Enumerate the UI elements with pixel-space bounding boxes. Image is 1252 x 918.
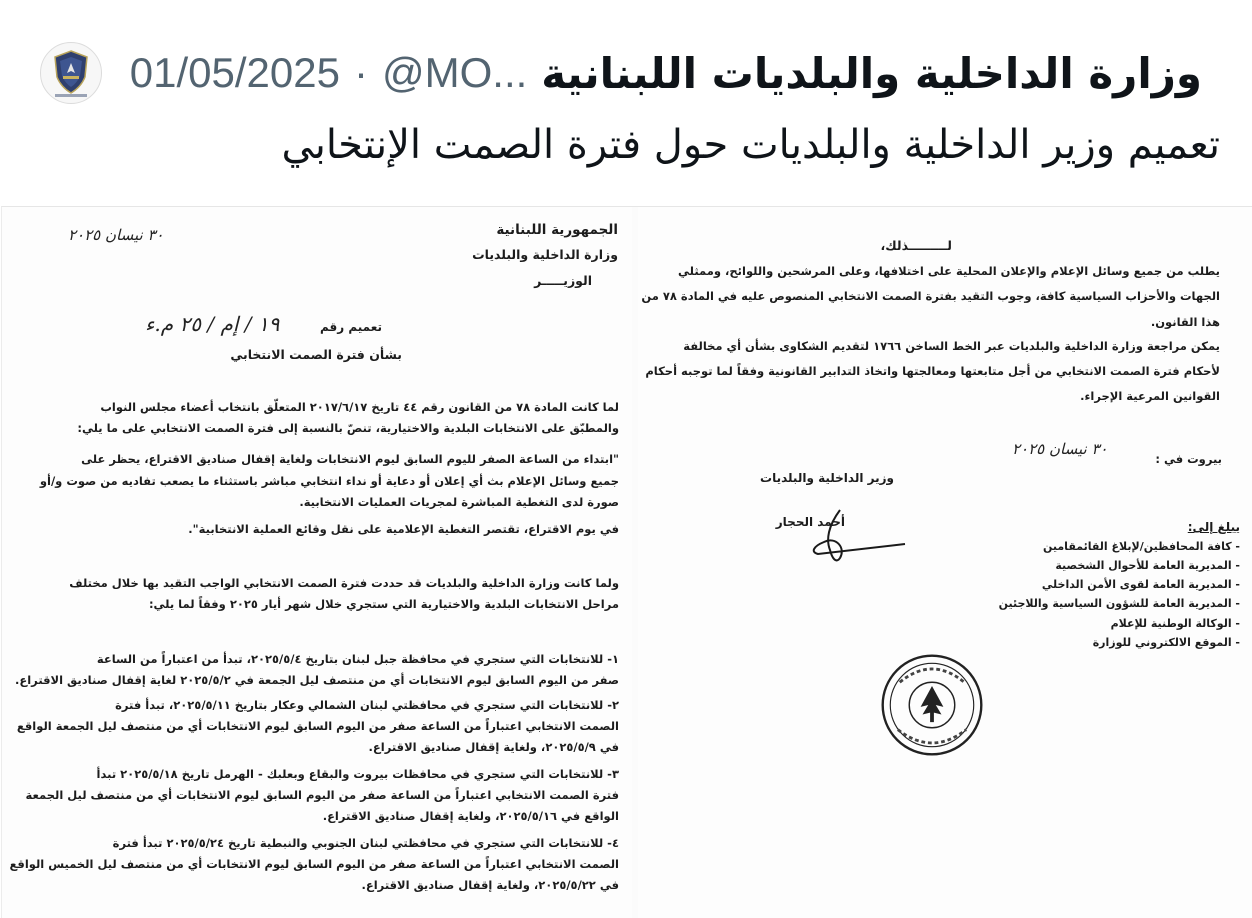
doc-line: هذا القانون.: [1150, 315, 1220, 329]
distribution-item: - المديرية العامة للأحوال الشخصية: [1055, 559, 1240, 572]
separator-dot: ·: [353, 49, 368, 96]
doc-line: ٣- للانتخابات التي ستجري في محافظات بيروت والبقاع وبعلبك - الهرمل تاريخ ٢٠٢٥/٥/١٨ تبدأ: [96, 767, 619, 781]
distribution-item: - المديرية العامة للشؤون السياسية واللاجئين: [998, 597, 1240, 610]
ministry-seal-stamp: [877, 650, 987, 760]
doc-header-republic: الجمهورية اللبنانية: [496, 222, 618, 238]
doc-line: ولما كانت وزارة الداخلية والبلديات قد حددت فترة الصمت الانتخابي الواجب التقيد بها خلال مختلف: [69, 576, 619, 590]
distribution-item: - الموقع الالكتروني للوزارة: [1092, 636, 1240, 649]
distribution-item: - كافة المحافظين/لإبلاغ القائمقامين: [1042, 540, 1240, 553]
account-name[interactable]: وزارة الداخلية والبلديات اللبنانية: [541, 48, 1202, 98]
doc-line: يمكن مراجعة وزارة الداخلية والبلديات عبر الخط الساخن ١٧٦٦ لتقديم الشكاوى بشأن أي مخالفة: [683, 339, 1220, 353]
doc-line: في ٢٠٢٥/٥/٩، ولغاية إقفال صناديق الاقتراع.: [368, 740, 619, 754]
doc-line: مراحل الانتخابات البلدية والاختيارية التي ستجري خلال شهر أيار ٢٠٢٥ وفقاً لما يلي:: [148, 597, 619, 611]
distribution-item: - المديرية العامة لقوى الأمن الداخلي: [1041, 578, 1240, 591]
doc-heading-therefore: لـــــــــذلك،: [880, 238, 952, 253]
tweet-date[interactable]: 01/05/2025: [129, 49, 340, 96]
ministry-emblem-icon: [41, 43, 101, 103]
doc-place-label: بيروت في :: [1155, 452, 1222, 466]
doc-line: الجهات والأحزاب السياسية كافة، وجوب التقيد بفترة الصمت الانتخابي المنصوص عليه في المادة ٧٨ من: [641, 289, 1220, 303]
avatar[interactable]: [40, 42, 102, 104]
doc-line: القوانين المرعية الإجراء.: [1080, 389, 1220, 403]
doc-line: والمطبّق على الانتخابات البلدية والاختيارية، تنصّ بالنسبة إلى فترة الصمت الانتخابي على ما يلي:: [77, 421, 619, 435]
doc-line: "ابتداء من الساعة الصفر لليوم السابق ليوم الانتخابات ولغاية إقفال صناديق الاقتراع، يحظر على: [81, 452, 619, 466]
doc-line: الصمت الانتخابي اعتباراً من الساعة صفر من اليوم السابق ليوم الانتخابات أي من منتصف ليل الخميس الواقع: [9, 857, 619, 871]
doc-line: الواقع في ٢٠٢٥/٥/١٦، ولغاية إقفال صناديق الاقتراع.: [322, 809, 619, 823]
doc-line: لما كانت المادة ٧٨ من القانون رقم ٤٤ تاريخ ٢٠١٧/٦/١٧ المتعلّق بانتخاب أعضاء مجلس النواب: [100, 400, 619, 414]
doc-line: ٤- للانتخابات التي ستجري في محافظتي لبنان الجنوبي والنبطية تاريخ ٢٠٢٥/٥/٢٤ تبدأ فترة: [112, 836, 619, 850]
tweet-text: تعميم وزير الداخلية والبلديات حول فترة الصمت الإنتخابي: [281, 122, 1220, 168]
minister-name: أحمد الحجار: [775, 515, 845, 529]
doc-header-minister: الوزيـــــر: [534, 273, 592, 288]
doc-line: ٢- للانتخابات التي ستجري في محافظتي لبنان الشمالي وعكار بتاريخ ٢٠٢٥/٥/١١، تبدأ فترة: [115, 698, 619, 712]
circular-number-label: تعميم رقم: [320, 320, 382, 334]
minister-signature: [770, 506, 910, 568]
doc-line: صورة لدى التغطية المباشرة لمجريات العمليات الانتخابية.: [299, 495, 619, 509]
doc-header-ministry: وزارة الداخلية والبلديات: [472, 247, 618, 262]
doc-line: في يوم الاقتراع، تقتصر التغطية الإعلامية على نقل وقائع العملية الانتخابية".: [188, 522, 619, 536]
distribution-item: - الوكالة الوطنية للإعلام: [1110, 617, 1240, 630]
doc-line: في ٢٠٢٥/٥/٢٢، ولغاية إقفال صناديق الاقتراع.: [361, 878, 619, 892]
doc-place-date-handwritten: ٣٠ نيسان ٢٠٢٥: [1012, 440, 1108, 458]
circular-number-handwritten: ١٩ / إم / ٢٥ م.ء: [145, 312, 280, 336]
doc-line: لأحكام فترة الصمت الانتخابي من أجل متابعتها ومعالجتها واتخاذ التدابير القانونية وفقاً لما توجبه أحكام: [645, 364, 1220, 378]
doc-line: صفر من اليوم السابق ليوم الانتخابات أي من منتصف ليل الجمعة في ٢٠٢٥/٥/٢ لغاية إقفال صناديق الاقتراع.: [15, 673, 619, 687]
tweet-header: [0, 0, 1252, 205]
doc-line: ١- للانتخابات التي ستجري في محافظة جبل لبنان بتاريخ ٢٠٢٥/٥/٤، تبدأ من اعتباراً من الساعة: [96, 652, 619, 666]
minister-title: وزير الداخلية والبلديات: [760, 471, 894, 485]
doc-line: الصمت الانتخابي اعتباراً من الساعة صفر من اليوم السابق ليوم الانتخابات أي من منتصف ليل الجمعة الواقع: [16, 719, 619, 733]
doc-line: جميع وسائل الإعلام بث أي إعلان أو دعاية أو نداء انتخابي مباشر باستثناء ما يصعب تفاديه من صوت و/أو: [39, 474, 619, 488]
distribution-title: يبلغ إلى:: [1187, 520, 1240, 534]
doc-line: فترة الصمت الانتخابي اعتباراً من الساعة صفر من اليوم السابق ليوم الانتخابات أي من منتصف ليل الجمعة: [25, 788, 619, 802]
account-handle[interactable]: @MO...: [381, 49, 528, 96]
circular-subject: بشأن فترة الصمت الانتخابي: [230, 347, 402, 362]
doc-date-handwritten: ٣٠ نيسان ٢٠٢٥: [68, 226, 164, 244]
doc-line: يطلب من جميع وسائل الإعلام والإعلان المحلية على اختلافها، وعلى المرشحين واللوائح، وممثلي: [678, 264, 1220, 278]
tweet-meta: [130, 38, 1202, 108]
